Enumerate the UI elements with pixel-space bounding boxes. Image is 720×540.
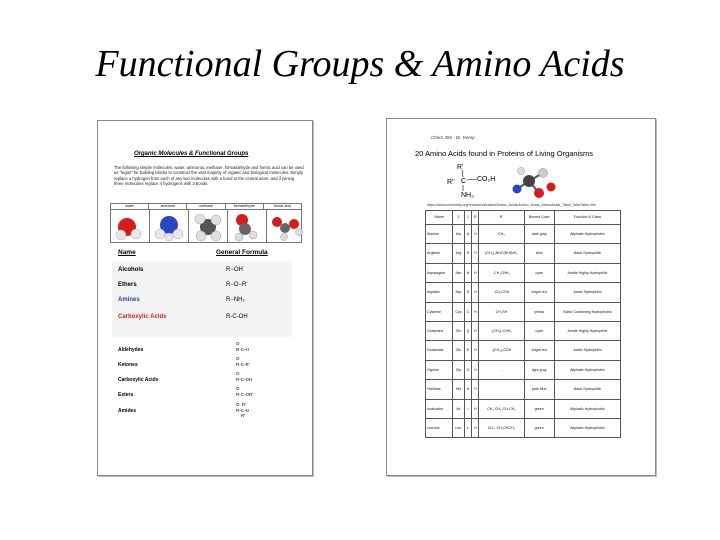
column-header: 3 (453, 211, 465, 225)
formaldehyde-model (228, 210, 267, 242)
source-url: https://www.chemistry.org/research/student/Amino_Acids/Amino_Acids_AminoAcids_Table_WebTable.htm (427, 203, 596, 207)
table-cell: Acidic Hydrophilic (554, 341, 620, 360)
doc-intro: The following simple molecules: water, ammonia, methane, formaldehyde and formic acid can be used as "legos" for building blocks to construct the vast majority of organic and biological molecules. Simply replace a hydrogen from each of any two molecules with a bond to the central atom, and if joining three molecules replace 4 hydrogens with 2 bonds. (114, 165, 304, 187)
table-row (426, 380, 621, 399)
table-cell: Aliphatic Hydrophobic (554, 418, 620, 437)
table-cell: His (453, 380, 465, 399)
group-formula: R−NH₂ (226, 297, 245, 303)
functional-groups-document (97, 120, 313, 476)
table-cell: Glutamine (426, 321, 453, 340)
doc-title: Organic Molecules & Functional Groups (134, 151, 249, 157)
table-cell: CH₃ -CH₂CHCH₃ (479, 418, 524, 437)
table-cell (479, 380, 524, 399)
table-cell: green (524, 418, 554, 437)
table-cell: cyan (524, 263, 554, 282)
name-header: Name (118, 249, 136, 256)
table-cell: Amide Highly Hydrophilic (554, 321, 620, 340)
carbonyl-group-formula: O R' R-C-N R' (236, 402, 249, 418)
table-cell: R (464, 244, 471, 263)
amino-acid-structure (447, 161, 567, 205)
table-cell: I (464, 399, 471, 418)
table-cell: pale blue (524, 380, 554, 399)
formula-header: General Formula (216, 249, 268, 256)
table-row (426, 225, 621, 244)
table-cell: H (472, 321, 479, 340)
table-cell: Isoleucine (426, 399, 453, 418)
water-model (111, 210, 150, 242)
table-cell: H (472, 380, 479, 399)
table-row (426, 244, 621, 263)
table-cell: Aspartic (426, 283, 453, 302)
molecule-label: water (111, 204, 149, 209)
molecule-label: formic acid (273, 204, 291, 208)
table-cell: D (464, 283, 471, 302)
table-cell: Asn (453, 263, 465, 282)
table-cell: L (464, 418, 471, 437)
table-row (426, 263, 621, 282)
table-cell: Glutamate (426, 341, 453, 360)
column-header: Name (426, 211, 453, 225)
carbonyl-group-formula: O R-C-OH (236, 371, 253, 382)
table-cell: Histidine (426, 380, 453, 399)
table-cell: green (524, 399, 554, 418)
group-name: Alcohols (118, 267, 144, 273)
molecule-label: methane (187, 204, 225, 209)
table-cell: light gray (524, 360, 554, 379)
ammonia-molecule-image (150, 210, 188, 242)
table-cell: Cys (453, 302, 465, 321)
group-name: Ethers (118, 282, 137, 288)
table-cell: CH₂SH (479, 302, 524, 321)
carbonyl-group-name: Esters (118, 392, 134, 398)
table-cell: H (472, 341, 479, 360)
molecule-label: formaldehyde (226, 204, 264, 209)
formic-acid-model (267, 210, 305, 242)
molecules-models (111, 210, 301, 242)
table-cell: Asparagine (426, 263, 453, 282)
table-cell: bright red (524, 283, 554, 302)
table-cell: Basic Hydrophilic (554, 244, 620, 263)
table-cell: Arg (453, 244, 465, 263)
table-cell: Aliphatic Hydrophobic (554, 225, 620, 244)
group-formula: R-C-OH (226, 314, 248, 320)
table-cell: Arginine (426, 244, 453, 263)
carbonyl-group-name: Carboxylic Acids (118, 377, 159, 383)
table-cell: Gly (453, 360, 465, 379)
water-molecule-image (111, 210, 149, 242)
structure-amine: NH₂ (461, 192, 474, 199)
column-header: R (472, 211, 479, 225)
group-formula: R−OH (226, 267, 243, 273)
methane-molecule-image (189, 210, 227, 242)
table-cell: Cysteine (426, 302, 453, 321)
table-cell: Amide Highly Hydrophilic (554, 263, 620, 282)
amino-acids-table (425, 210, 621, 438)
table-cell: bright red (524, 341, 554, 360)
table-cell: -(CH₂)₂CNH₂ (479, 321, 524, 340)
table-row (426, 399, 621, 418)
table-cell: Q (464, 321, 471, 340)
column-header: R' (479, 211, 524, 225)
carbonyl-group-formula: O R-C-H (236, 341, 249, 352)
table-cell: yellow (524, 302, 554, 321)
table-cell: H (472, 399, 479, 418)
ball-stick-model (513, 168, 556, 199)
table-cell: cyan (524, 321, 554, 340)
carbonyl-group-formula: O R-C-OR' (236, 386, 254, 397)
carbonyl-group-formula: O R-C-R' (236, 356, 250, 367)
amino-acids-document (386, 118, 656, 476)
table-cell: H (472, 418, 479, 437)
table-cell: CH₃ (479, 225, 524, 244)
table-row (426, 283, 621, 302)
table-cell: dark gray (524, 225, 554, 244)
table-cell: Alanine (426, 225, 453, 244)
group-name: Carboxylic Acids (118, 314, 167, 320)
structure-r-double-prime: R'' (447, 179, 455, 186)
structure-alpha-carbon: C (461, 178, 467, 185)
table-cell: Ile (453, 399, 465, 418)
table-row (426, 360, 621, 379)
carbonyl-group-name: Ketones (118, 362, 138, 368)
table-cell: N (464, 263, 471, 282)
table-cell: -CH₂COH (479, 283, 524, 302)
table-cell: H (472, 302, 479, 321)
table-cell: H (464, 380, 471, 399)
molecule-label: ammonia (149, 204, 187, 209)
group-formula: R−O−R' (226, 282, 248, 288)
table-header-row (426, 211, 621, 225)
table-cell: -CH₂CNH₂ (479, 263, 524, 282)
molecules-table (110, 203, 302, 243)
table-cell: H (472, 263, 479, 282)
table-cell: Sulfur Containing Hydrophobic (554, 302, 620, 321)
table-cell: Leu (453, 418, 465, 437)
formic-acid-molecule-image (267, 210, 305, 242)
table-row (426, 302, 621, 321)
table-cell: (CH₂)₃NHC(NH)NH₂ (479, 244, 524, 263)
table-cell: Ala (453, 225, 465, 244)
amino-acids-title: 20 Amino Acids found in Proteins of Living Organisms (415, 149, 594, 158)
table-cell: CH₃ CH₂-CH-CH₃ (479, 399, 524, 418)
table-cell: Asp (453, 283, 465, 302)
table-cell: Aliphatic Hydrophobic (554, 360, 620, 379)
column-header: Binned Color (524, 211, 554, 225)
table-cell: Glu (453, 341, 465, 360)
group-name: Amines (118, 297, 140, 303)
table-cell: A (464, 225, 471, 244)
table-cell: Leucine (426, 418, 453, 437)
table-cell: E (464, 341, 471, 360)
table-cell: Acidic Hydrophilic (554, 283, 620, 302)
table-cell: blue (524, 244, 554, 263)
table-cell: C (464, 302, 471, 321)
table-row (426, 321, 621, 340)
table-row (426, 341, 621, 360)
table-cell: H (472, 225, 479, 244)
table-cell: -(CH₂)₂COH (479, 341, 524, 360)
table-cell: Aliphatic Hydrophobic (554, 399, 620, 418)
table-cell: Glycine (426, 360, 453, 379)
table-cell: H (472, 360, 479, 379)
slide-title: Functional Groups & Amino Acids (95, 43, 625, 85)
methane-model (189, 210, 228, 242)
table-cell: - (479, 360, 524, 379)
structure-r-prime: R' (457, 164, 464, 171)
table-cell: Gln (453, 321, 465, 340)
structure-carboxyl: CO₂H (477, 176, 496, 183)
carbonyl-group-name: Amides (118, 408, 137, 414)
table-row (426, 418, 621, 437)
carbonyl-group-name: Aldehydes (118, 347, 144, 353)
column-header: Function & Class (554, 211, 620, 225)
course-header: Chem 304 - Dr. Kemp (431, 135, 475, 140)
ammonia-model (150, 210, 189, 242)
table-cell: H (472, 244, 479, 263)
formaldehyde-molecule-image (228, 210, 266, 242)
table-cell: Basic Hydrophilic (554, 380, 620, 399)
column-header: 1 (464, 211, 471, 225)
table-cell: G (464, 360, 471, 379)
table-cell: H (472, 283, 479, 302)
